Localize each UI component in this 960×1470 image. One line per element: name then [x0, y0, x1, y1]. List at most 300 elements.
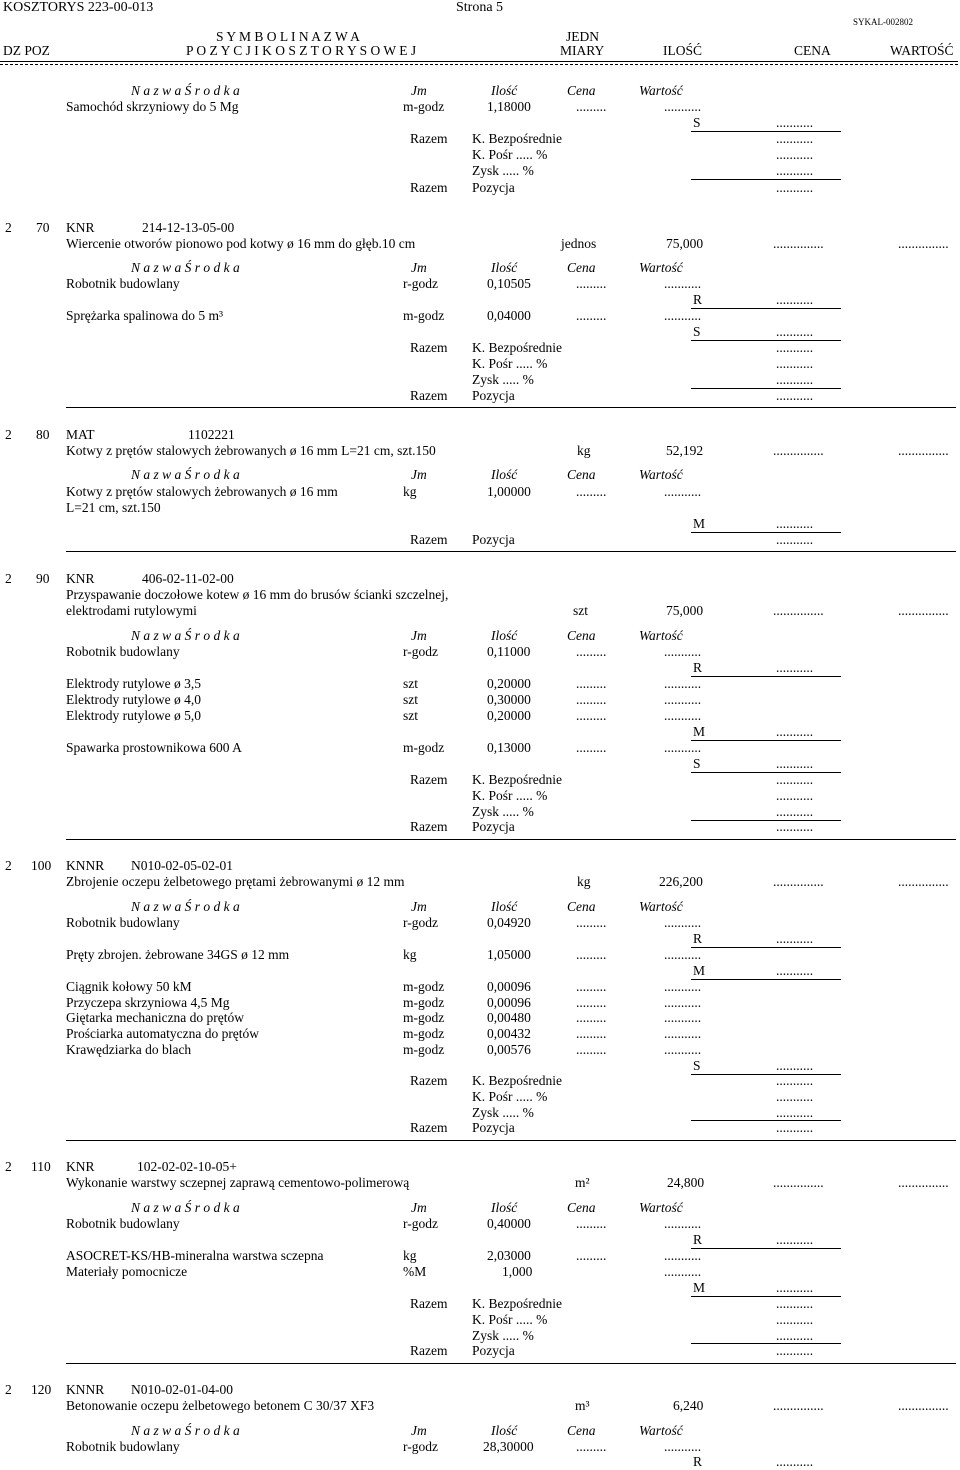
- pos-dz: 2: [5, 427, 12, 442]
- res-header-jm: Jm: [411, 628, 427, 643]
- col-header-miary: MIARY: [560, 43, 605, 58]
- resource-name: Robotnik budowlany: [66, 276, 180, 291]
- resource-jm: r-godz: [403, 276, 438, 291]
- resource-jm: r-godz: [403, 1216, 438, 1231]
- res-header-cena: Cena: [567, 1423, 596, 1438]
- document-title: KOSZTORYS 223-00-013: [3, 0, 154, 15]
- res-header-nazwa: N a z w a Ś r o d k a: [131, 1423, 240, 1438]
- pos-code: 102-02-02-10-05+: [137, 1159, 237, 1174]
- pos-number: 90: [36, 571, 50, 586]
- col-header-pozycji: P O Z Y C J I K O S Z T O R Y S O W E J: [186, 43, 417, 58]
- pos-ilosc: 75,000: [666, 236, 704, 251]
- res-header-ilosc: Ilość: [491, 260, 518, 275]
- resource-wartosc: ...........: [664, 947, 702, 962]
- resource-wartosc: ...........: [664, 692, 702, 707]
- subtotal-rule: [691, 740, 841, 741]
- resource-cena: .........: [576, 276, 607, 291]
- resource-name: Samochód skrzyniowy do 5 Mg: [66, 99, 239, 114]
- resource-ilosc: 0,00480: [487, 1010, 531, 1025]
- pos-description: Wykonanie warstwy sczepnej zaprawą cementowo-polimerową: [66, 1175, 410, 1190]
- kp-label: K. Pośr ..... %: [472, 788, 548, 803]
- kb-value: ...........: [776, 340, 814, 355]
- col-header-dz-poz: DZ POZ: [3, 43, 50, 58]
- zysk-label: Zysk ..... %: [472, 163, 534, 178]
- resource-cena: .........: [576, 995, 607, 1010]
- res-header-ilosc: Ilość: [491, 83, 518, 98]
- pos-wartosc: ...............: [898, 874, 949, 889]
- kp-label: K. Pośr ..... %: [472, 147, 548, 162]
- pos-jm: jednos: [561, 236, 597, 251]
- zysk-label: Zysk ..... %: [472, 1105, 534, 1120]
- pos-cena: ...............: [773, 1175, 824, 1190]
- res-header-ilosc: Ilość: [491, 628, 518, 643]
- pos-cena: ...............: [773, 1398, 824, 1413]
- kb-label: K. Bezpośrednie: [472, 131, 562, 146]
- pos-dz: 2: [5, 571, 12, 586]
- resource-wartosc: ...........: [664, 1026, 702, 1041]
- pos-code: N010-02-05-02-01: [131, 858, 233, 873]
- resource-wartosc: ...........: [664, 276, 702, 291]
- zysk-label: Zysk ..... %: [472, 804, 534, 819]
- resource-wartosc: ...........: [664, 1264, 702, 1279]
- resource-ilosc: 1,05000: [487, 947, 531, 962]
- subtotal-rule: [691, 676, 841, 677]
- resource-jm: m-godz: [403, 1042, 445, 1057]
- pozycja-value: ...........: [776, 388, 814, 403]
- pos-jm: kg: [577, 443, 591, 458]
- resource-ilosc: 0,00576: [487, 1042, 531, 1057]
- resource-ilosc: 1,18000: [487, 99, 531, 114]
- resource-name: Spawarka prostownikowa 600 A: [66, 740, 242, 755]
- res-header-wartosc: Wartość: [639, 1423, 683, 1438]
- subtotal-rule: [691, 772, 841, 773]
- resource-wartosc: ...........: [664, 1010, 702, 1025]
- resource-jm: kg: [403, 484, 417, 499]
- subtotal-value: ...........: [776, 115, 814, 130]
- razem-label: Razem: [410, 819, 448, 834]
- subtotal-label-m: M: [693, 516, 706, 531]
- position-separator: [66, 551, 956, 552]
- res-header-jm: Jm: [411, 260, 427, 275]
- razem-label: Razem: [410, 532, 448, 547]
- resource-wartosc: ...........: [664, 484, 702, 499]
- header-rule: [0, 61, 958, 62]
- pos-wartosc: ...............: [898, 603, 949, 618]
- zysk-label: Zysk ..... %: [472, 1328, 534, 1343]
- subtotal-value: ...........: [776, 660, 814, 675]
- resource-wartosc: ...........: [664, 979, 702, 994]
- pos-ilosc: 24,800: [667, 1175, 705, 1190]
- res-header-jm: Jm: [411, 83, 427, 98]
- resource-cena: .........: [576, 676, 607, 691]
- res-header-cena: Cena: [567, 467, 596, 482]
- resource-ilosc: 0,40000: [487, 1216, 531, 1231]
- pos-jm: szt: [573, 603, 588, 618]
- res-header-wartosc: Wartość: [639, 1200, 683, 1215]
- res-header-nazwa: N a z w a Ś r o d k a: [131, 628, 240, 643]
- resource-name: Robotnik budowlany: [66, 1439, 180, 1454]
- pos-jm: m³: [575, 1398, 590, 1413]
- resource-wartosc: ...........: [664, 676, 702, 691]
- pos-code: N010-02-01-04-00: [131, 1382, 233, 1397]
- kb-value: ...........: [776, 772, 814, 787]
- pos-description: Wiercenie otworów pionowo pod kotwy ø 16 mm do głęb.10 cm: [66, 236, 416, 251]
- subtotal-label-m: M: [693, 1280, 706, 1295]
- zysk-value: ...........: [776, 163, 814, 178]
- resource-cena: .........: [576, 740, 607, 755]
- col-header-symbol: S Y M B O L I N A Z W A: [216, 29, 360, 44]
- resource-cena: .........: [576, 915, 607, 930]
- resource-wartosc: ...........: [664, 644, 702, 659]
- pos-code: 406-02-11-02-00: [142, 571, 234, 586]
- resource-wartosc: ...........: [664, 740, 702, 755]
- resource-ilosc: 0,10505: [487, 276, 531, 291]
- kb-value: ...........: [776, 1296, 814, 1311]
- pos-dz: 2: [5, 858, 12, 873]
- res-header-nazwa: N a z w a Ś r o d k a: [131, 899, 240, 914]
- resource-jm: r-godz: [403, 915, 438, 930]
- resource-jm: kg: [403, 947, 417, 962]
- pos-number: 100: [31, 858, 52, 873]
- res-header-nazwa: N a z w a Ś r o d k a: [131, 467, 240, 482]
- pozycja-label: Pozycja: [472, 388, 515, 403]
- pos-catalog: KNNR: [66, 1382, 105, 1397]
- resource-jm: m-godz: [403, 995, 445, 1010]
- resource-cena: .........: [576, 1216, 607, 1231]
- subtotal-label-m: M: [693, 963, 706, 978]
- res-header-wartosc: Wartość: [639, 467, 683, 482]
- resource-cena: .........: [576, 1439, 607, 1454]
- kb-value: ...........: [776, 131, 814, 146]
- pos-dz: 2: [5, 1159, 12, 1174]
- position-separator: [66, 1363, 956, 1364]
- subtotal-label-m: M: [693, 724, 706, 739]
- res-header-ilosc: Ilość: [491, 899, 518, 914]
- zysk-rule: [691, 820, 841, 821]
- razem-label: Razem: [410, 1296, 448, 1311]
- pos-wartosc: ...............: [898, 1175, 949, 1190]
- kb-label: K. Bezpośrednie: [472, 1296, 562, 1311]
- res-header-jm: Jm: [411, 1200, 427, 1215]
- resource-jm: szt: [403, 708, 418, 723]
- resource-jm: m-godz: [403, 740, 445, 755]
- resource-ilosc: 0,11000: [487, 644, 531, 659]
- zysk-rule: [691, 1343, 841, 1344]
- pos-description: Zbrojenie oczepu żelbetowego prętami żebrowanymi ø 12 mm: [66, 874, 405, 889]
- resource-cena: .........: [576, 1026, 607, 1041]
- res-header-wartosc: Wartość: [639, 83, 683, 98]
- resource-name: ASOCRET-KS/HB-mineralna warstwa sczepna: [66, 1248, 324, 1263]
- resource-cena: .........: [576, 692, 607, 707]
- kp-value: ...........: [776, 1089, 814, 1104]
- pos-description: Kotwy z prętów stalowych żebrowanych ø 16 mm L=21 cm, szt.150: [66, 443, 436, 458]
- pos-catalog: KNR: [66, 220, 95, 235]
- resource-name: Elektrody rutylowe ø 5,0: [66, 708, 201, 723]
- resource-name: Robotnik budowlany: [66, 915, 180, 930]
- resource-ilosc: 0,00432: [487, 1026, 531, 1041]
- subtotal-value: ...........: [776, 756, 814, 771]
- resource-jm: m-godz: [403, 99, 445, 114]
- kp-value: ...........: [776, 147, 814, 162]
- resource-jm: szt: [403, 676, 418, 691]
- razem-label: Razem: [410, 772, 448, 787]
- pozycja-label: Pozycja: [472, 1120, 515, 1135]
- razem-label: Razem: [410, 1073, 448, 1088]
- res-header-wartosc: Wartość: [639, 260, 683, 275]
- subtotal-value: ...........: [776, 1058, 814, 1073]
- resource-cena: .........: [576, 1010, 607, 1025]
- res-header-jm: Jm: [411, 899, 427, 914]
- zysk-label: Zysk ..... %: [472, 372, 534, 387]
- subtotal-rule: [691, 340, 841, 341]
- resource-wartosc: ...........: [664, 915, 702, 930]
- subtotal-rule: [691, 308, 841, 309]
- pos-wartosc: ...............: [898, 236, 949, 251]
- subtotal-value: ...........: [776, 1454, 814, 1469]
- page-number: Strona 5: [456, 0, 504, 15]
- col-header-cena: CENA: [794, 43, 831, 58]
- header-rule-2: [0, 64, 958, 65]
- zysk-value: ...........: [776, 1105, 814, 1120]
- pos-cena: ...............: [773, 236, 824, 251]
- resource-jm: r-godz: [403, 1439, 438, 1454]
- razem-label: Razem: [410, 340, 448, 355]
- subtotal-value: ...........: [776, 931, 814, 946]
- res-header-ilosc: Ilość: [491, 1423, 518, 1438]
- pozycja-label: Pozycja: [472, 1343, 515, 1358]
- pozycja-value: ...........: [776, 1120, 814, 1135]
- pos-code: 1102221: [188, 427, 235, 442]
- resource-ilosc: 0,04920: [487, 915, 531, 930]
- resource-wartosc: ...........: [664, 1248, 702, 1263]
- subtotal-value: ...........: [776, 963, 814, 978]
- subtotal-value: ...........: [776, 292, 814, 307]
- subtotal-rule: [691, 979, 841, 980]
- document-code: SYKAL-002802: [853, 17, 913, 27]
- col-header-ilosc: ILOŚĆ: [663, 43, 703, 58]
- subtotal-value: ...........: [776, 516, 814, 531]
- razem-label: Razem: [410, 1343, 448, 1358]
- pozycja-value: ...........: [776, 1343, 814, 1358]
- pos-ilosc: 226,200: [659, 874, 703, 889]
- pos-description: Betonowanie oczepu żelbetowego betonem C 30/37 XF3: [66, 1398, 375, 1413]
- razem-label: Razem: [410, 180, 448, 195]
- pos-code: 214-12-13-05-00: [142, 220, 235, 235]
- subtotal-label-r: R: [693, 660, 703, 675]
- kp-value: ...........: [776, 1312, 814, 1327]
- pos-number: 80: [36, 427, 50, 442]
- resource-ilosc: 2,03000: [487, 1248, 531, 1263]
- subtotal-value: ...........: [776, 1232, 814, 1247]
- razem-label: Razem: [410, 1120, 448, 1135]
- subtotal-rule: [691, 1074, 841, 1075]
- subtotal-rule: [691, 947, 841, 948]
- res-header-wartosc: Wartość: [639, 628, 683, 643]
- kb-label: K. Bezpośrednie: [472, 772, 562, 787]
- pos-cena: ...............: [773, 874, 824, 889]
- resource-ilosc: 1,00000: [487, 484, 531, 499]
- resource-name: Przyczepa skrzyniowa 4,5 Mg: [66, 995, 230, 1010]
- pozycja-value: ...........: [776, 532, 814, 547]
- pozycja-label: Pozycja: [472, 532, 515, 547]
- resource-jm: m-godz: [403, 979, 445, 994]
- resource-ilosc: 0,20000: [487, 708, 531, 723]
- col-header-wartosc: WARTOŚĆ: [890, 43, 954, 58]
- pozycja-value: ...........: [776, 819, 814, 834]
- kb-label: K. Bezpośrednie: [472, 1073, 562, 1088]
- resource-cena: .........: [576, 947, 607, 962]
- zysk-rule: [691, 388, 841, 389]
- pos-ilosc: 75,000: [666, 603, 704, 618]
- pozycja-label: Pozycja: [472, 819, 515, 834]
- subtotal-label-s: S: [693, 756, 701, 771]
- resource-jm: m-godz: [403, 1010, 445, 1025]
- res-header-jm: Jm: [411, 467, 427, 482]
- resource-wartosc: ...........: [664, 308, 702, 323]
- pos-catalog: KNR: [66, 1159, 95, 1174]
- pos-dz: 2: [5, 1382, 12, 1397]
- resource-cena: .........: [576, 979, 607, 994]
- resource-name: Krawędziarka do blach: [66, 1042, 192, 1057]
- kp-value: ...........: [776, 788, 814, 803]
- pos-jm: kg: [577, 874, 591, 889]
- resource-name: Robotnik budowlany: [66, 1216, 180, 1231]
- kp-value: ...........: [776, 356, 814, 371]
- resource-name-cont: L=21 cm, szt.150: [66, 500, 161, 515]
- resource-name: Kotwy z prętów stalowych żebrowanych ø 16 mm: [66, 484, 338, 499]
- subtotal-label-s: S: [693, 324, 701, 339]
- resource-name: Sprężarka spalinowa do 5 m³: [66, 308, 224, 323]
- pos-ilosc: 6,240: [673, 1398, 704, 1413]
- resource-jm: m-godz: [403, 308, 445, 323]
- pozycja-value: ...........: [776, 180, 814, 195]
- pos-wartosc: ...............: [898, 1398, 949, 1413]
- pos-catalog: KNNR: [66, 858, 105, 873]
- resource-name: Elektrody rutylowe ø 3,5: [66, 676, 201, 691]
- resource-ilosc: 0,20000: [487, 676, 531, 691]
- pos-ilosc: 52,192: [666, 443, 704, 458]
- resource-ilosc: 0,00096: [487, 995, 531, 1010]
- res-header-wartosc: Wartość: [639, 899, 683, 914]
- res-header-jm: Jm: [411, 1423, 427, 1438]
- subtotal-value: ...........: [776, 324, 814, 339]
- resource-name: Pręty zbrojen. żebrowane 34GS ø 12 mm: [66, 947, 290, 962]
- kb-value: ...........: [776, 1073, 814, 1088]
- resource-cena: .........: [576, 644, 607, 659]
- kp-label: K. Pośr ..... %: [472, 356, 548, 371]
- resource-cena: .........: [576, 708, 607, 723]
- subtotal-label-s: S: [693, 1058, 701, 1073]
- resource-wartosc: ...........: [664, 99, 702, 114]
- resource-name: Materiały pomocnicze: [66, 1264, 188, 1279]
- resource-name: Elektrody rutylowe ø 4,0: [66, 692, 201, 707]
- resource-ilosc: 0,30000: [487, 692, 531, 707]
- kp-label: K. Pośr ..... %: [472, 1089, 548, 1104]
- resource-wartosc: ...........: [664, 1042, 702, 1057]
- position-separator: [66, 407, 956, 408]
- pos-catalog: MAT: [66, 427, 95, 442]
- zysk-value: ...........: [776, 372, 814, 387]
- resource-cena: .........: [576, 308, 607, 323]
- resource-ilosc: 0,13000: [487, 740, 531, 755]
- pos-description: Przyspawanie doczołowe kotew ø 16 mm do brusów ścianki szczelnej,: [66, 587, 449, 602]
- resource-ilosc: 28,30000: [483, 1439, 534, 1454]
- resource-ilosc: 0,00096: [487, 979, 531, 994]
- res-header-cena: Cena: [567, 83, 596, 98]
- pos-cena: ...............: [773, 603, 824, 618]
- zysk-rule: [691, 179, 841, 180]
- resource-name: Prościarka automatyczna do prętów: [66, 1026, 260, 1041]
- subtotal-value: ...........: [776, 1280, 814, 1295]
- pos-jm: m²: [575, 1175, 590, 1190]
- subtotal-label-r: R: [693, 1454, 703, 1469]
- res-header-cena: Cena: [567, 899, 596, 914]
- resource-name: Robotnik budowlany: [66, 644, 180, 659]
- pos-number: 120: [31, 1382, 52, 1397]
- res-header-nazwa: N a z w a Ś r o d k a: [131, 83, 240, 98]
- res-header-nazwa: N a z w a Ś r o d k a: [131, 1200, 240, 1215]
- position-separator: [66, 839, 956, 840]
- kb-label: K. Bezpośrednie: [472, 340, 562, 355]
- col-header-jedn: JEDN: [566, 29, 599, 44]
- subtotal-value: ...........: [776, 724, 814, 739]
- pozycja-label: Pozycja: [472, 180, 515, 195]
- res-header-nazwa: N a z w a Ś r o d k a: [131, 260, 240, 275]
- pos-dz: 2: [5, 220, 12, 235]
- subtotal-rule: [691, 1296, 841, 1297]
- subtotal-label-r: R: [693, 1232, 703, 1247]
- res-header-cena: Cena: [567, 628, 596, 643]
- resource-ilosc: 1,000: [502, 1264, 533, 1279]
- resource-wartosc: ...........: [664, 1216, 702, 1231]
- resource-wartosc: ...........: [664, 1439, 702, 1454]
- resource-wartosc: ...........: [664, 708, 702, 723]
- kp-label: K. Pośr ..... %: [472, 1312, 548, 1327]
- resource-cena: .........: [576, 484, 607, 499]
- pos-catalog: KNR: [66, 571, 95, 586]
- res-header-ilosc: Ilość: [491, 1200, 518, 1215]
- zysk-value: ...........: [776, 804, 814, 819]
- resource-jm: r-godz: [403, 644, 438, 659]
- resource-cena: .........: [576, 1042, 607, 1057]
- res-header-cena: Cena: [567, 1200, 596, 1215]
- resource-name: Ciągnik kołowy 50 kM: [66, 979, 192, 994]
- resource-cena: .........: [576, 99, 607, 114]
- razem-label: Razem: [410, 131, 448, 146]
- subtotal-label-r: R: [693, 931, 703, 946]
- subtotal-rule: [691, 1248, 841, 1249]
- subtotal-label-r: R: [693, 292, 703, 307]
- res-header-ilosc: Ilość: [491, 467, 518, 482]
- pos-description-cont: elektrodami rutylowymi: [66, 603, 197, 618]
- zysk-value: ...........: [776, 1328, 814, 1343]
- res-header-cena: Cena: [567, 260, 596, 275]
- resource-jm: m-godz: [403, 1026, 445, 1041]
- pos-number: 70: [36, 220, 50, 235]
- pos-wartosc: ...............: [898, 443, 949, 458]
- subtotal-rule: [691, 131, 841, 132]
- position-separator: [66, 1140, 956, 1141]
- resource-jm: %M: [403, 1264, 427, 1279]
- razem-label: Razem: [410, 388, 448, 403]
- resource-name: Giętarka mechaniczna do prętów: [66, 1010, 245, 1025]
- resource-cena: .........: [576, 1248, 607, 1263]
- subtotal-label-s: S: [693, 115, 701, 130]
- subtotal-rule: [691, 532, 841, 533]
- resource-ilosc: 0,04000: [487, 308, 531, 323]
- resource-wartosc: ...........: [664, 995, 702, 1010]
- resource-jm: szt: [403, 692, 418, 707]
